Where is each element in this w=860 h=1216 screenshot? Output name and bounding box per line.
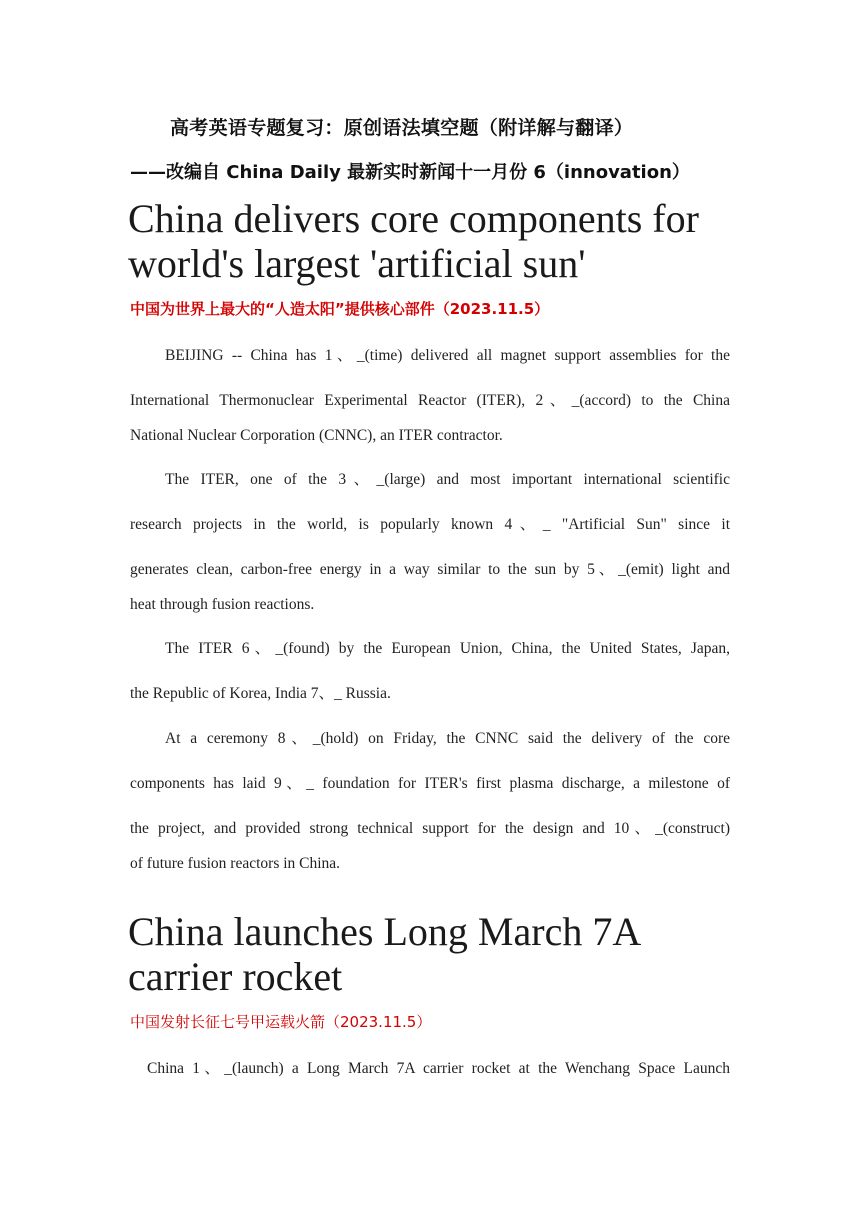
- article-title: [128, 196, 738, 286]
- paragraph-line: the project, and provided strong technical support for the design and 10、_(construct): [130, 820, 730, 837]
- article-title-line: China delivers core components for: [128, 196, 699, 241]
- article-title-line: carrier rocket: [128, 954, 343, 999]
- document-heading: 高考英语专题复习：原创语法填空题（附详解与翻译）: [170, 117, 634, 139]
- paragraph-line: the Republic of Korea, India 7、_ Russia.: [130, 685, 391, 702]
- paragraph-line: International Thermonuclear Experimental Reactor (ITER), 2、_(accord) to the China: [130, 392, 730, 409]
- paragraph-line: National Nuclear Corporation (CNNC), an ITER contractor.: [130, 427, 503, 444]
- paragraph-line: The ITER 6、_(found) by the European Union, China, the United States, Japan,: [165, 640, 730, 657]
- article-title-line: China launches Long March 7A: [128, 909, 642, 954]
- document-subheading: ——改编自 China Daily 最新实时新闻十一月份 6（innovation）: [130, 162, 690, 183]
- paragraph-line: components has laid 9、_ foundation for ITER's first plasma discharge, a milestone of: [130, 775, 730, 792]
- paragraph-line: At a ceremony 8、_(hold) on Friday, the CNNC said the delivery of the core: [165, 730, 730, 747]
- paragraph-line: China 1、_(launch) a Long March 7A carrier rocket at the Wenchang Space Launch: [147, 1060, 730, 1077]
- article-subtitle: 中国发射长征七号甲运载火箭（2023.11.5）: [130, 1013, 432, 1031]
- paragraph-line: The ITER, one of the 3、_(large) and most important international scientific: [165, 471, 730, 488]
- paragraph-line: research projects in the world, is popularly known 4、_ "Artificial Sun" since it: [130, 516, 730, 533]
- paragraph-line: BEIJING -- China has 1、_(time) delivered all magnet support assemblies for the: [165, 347, 730, 364]
- paragraph-line: of future fusion reactors in China.: [130, 855, 341, 872]
- article-title: [128, 909, 738, 999]
- article-subtitle: 中国为世界上最大的“人造太阳”提供核心部件（2023.11.5）: [130, 300, 550, 318]
- paragraph-line: heat through fusion reactions.: [130, 596, 315, 613]
- paragraph-line: generates clean, carbon-free energy in a way similar to the sun by 5、_(emit) light and: [130, 561, 730, 578]
- article-title-line: world's largest 'artificial sun': [128, 241, 586, 286]
